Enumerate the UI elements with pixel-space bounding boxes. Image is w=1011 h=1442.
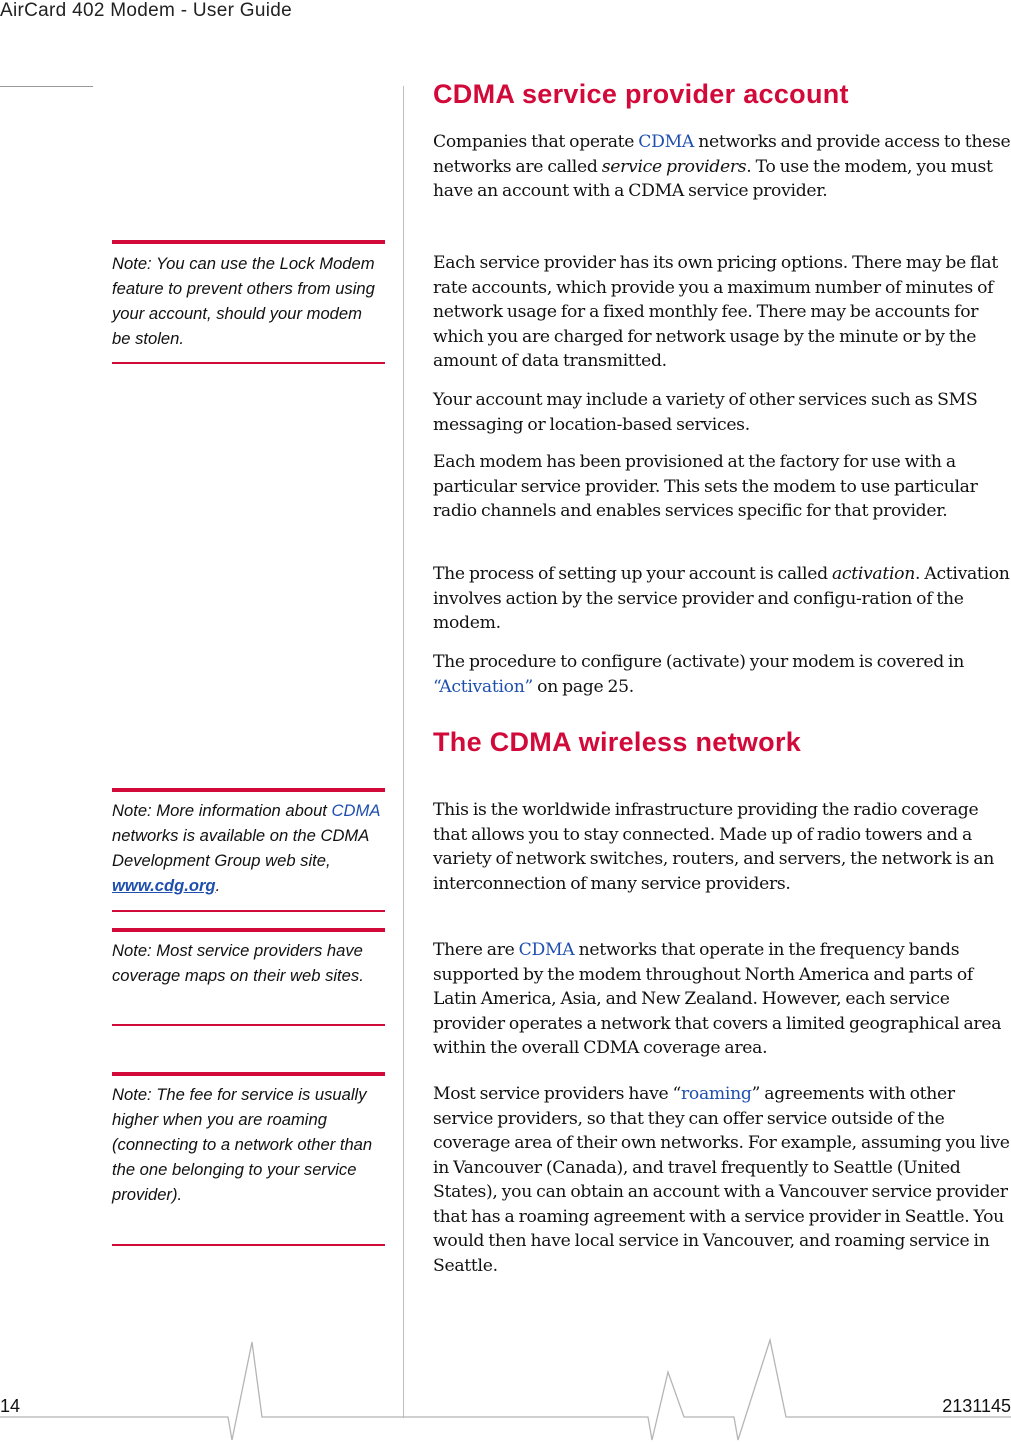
note-rule-top	[112, 788, 385, 792]
activation-link[interactable]: “Activation”	[433, 676, 533, 697]
footer-wave-decoration	[0, 1330, 1011, 1442]
paragraph-roaming: Most service providers have “roaming” agreements with other service providers, so that they can offer service outside of the coverage area of their own networks. For example, assuming you live in Vancouver (Canada), and travel frequently to Seattle (United States), you can obtain an account with a Vancouver service provider that has a roaming agreement with a service provider in Seattle. You would then have local service in Vancouver, and roaming service in Seattle.	[433, 1084, 1010, 1276]
note-lock-modem: Note: You can use the Lock Modem feature to prevent others from using your account, should your modem be stolen.	[112, 254, 375, 348]
paragraph-activation: The process of setting up your account is called activation. Activation involves action by the service provider and configu-ration of the modem.	[433, 564, 1010, 633]
note-rule-top	[112, 1072, 385, 1076]
note-cdg: Note: More information about CDMA networks is available on the CDMA Development Group web site, www.cdg.org.	[112, 801, 380, 895]
roaming-link[interactable]: roaming	[681, 1084, 752, 1104]
cdg-website-link[interactable]: www.cdg.org	[112, 876, 216, 895]
section-heading-wireless-network: The CDMA wireless network	[433, 727, 802, 757]
running-header: AirCard 402 Modem - User Guide	[0, 0, 292, 21]
paragraph-procedure: The procedure to configure (activate) your modem is covered in “Activation” on page 25.	[433, 652, 965, 697]
note-roaming-fee: Note: The fee for service is usually higher when you are roaming (connecting to a network other than the one belonging to your service provider).	[112, 1085, 373, 1204]
paragraph-pricing: Each service provider has its own pricing options. There may be flat rate accounts, which provide you a maximum number of minutes of network usage for a fixed monthly fee. There may be accounts for which you are charged for network usage by the minute or by the amount of data transmitted.	[433, 253, 998, 371]
header-rule	[0, 86, 93, 87]
column-divider	[403, 86, 404, 1418]
paragraph-services: Your account may include a variety of other services such as SMS messaging or location-based services.	[433, 390, 978, 435]
paragraph-provisioning: Each modem has been provisioned at the factory for use with a particular service provider. This sets the modem to use particular radio channels and enables services specific for that provider.	[433, 452, 978, 521]
note-coverage-maps: Note: Most service providers have coverage maps on their web sites.	[112, 941, 364, 985]
cdma-link[interactable]: CDMA	[518, 940, 575, 960]
note-rule-bottom	[112, 1024, 385, 1026]
paragraph-infrastructure: This is the worldwide infrastructure providing the radio coverage that allows you to stay connected. Made up of radio towers and a variety of network switches, routers, and servers, the network is an interconnection of many service providers.	[433, 800, 995, 894]
note-rule-bottom	[112, 362, 385, 364]
cdma-link[interactable]: CDMA	[638, 132, 695, 152]
paragraph-providers: Companies that operate CDMA networks and provide access to these networks are called service providers. To use the modem, you must have an account with a CDMA service provider.	[433, 132, 1011, 201]
paragraph-coverage: There are CDMA networks that operate in the frequency bands supported by the modem throughout North America and parts of Latin America, Asia, and New Zealand. However, each service provider operates a network that covers a limited geographical area within the overall CDMA coverage area.	[433, 940, 1002, 1058]
cdma-link[interactable]: CDMA	[331, 801, 380, 820]
note-rule-top	[112, 928, 385, 932]
note-rule-bottom	[112, 1244, 385, 1246]
document-number: 2131145	[942, 1396, 1011, 1416]
note-rule-bottom	[112, 910, 385, 912]
page-number: 14	[0, 1396, 21, 1416]
note-rule-top	[112, 240, 385, 244]
section-heading-provider-account: CDMA service provider account	[433, 79, 849, 109]
